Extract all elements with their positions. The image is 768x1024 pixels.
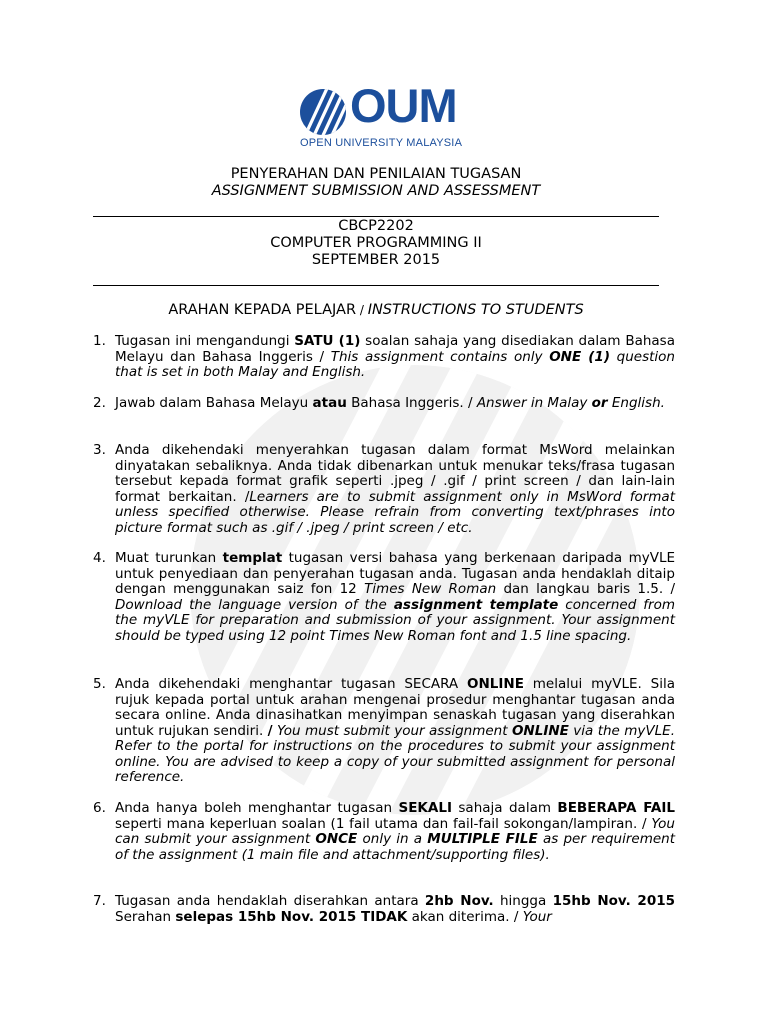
item-text — [115, 443, 675, 536]
item-text — [115, 551, 675, 644]
text-run: You must submit your assignment — [272, 722, 512, 739]
heading-english: INSTRUCTIONS TO STUDENTS — [367, 302, 584, 318]
instruction-item-2 — [93, 396, 675, 412]
text-run: SEKALI — [398, 800, 452, 816]
text-run: Bahasa Inggeris. / — [346, 395, 477, 411]
course-name: COMPUTER PROGRAMMING II — [270, 235, 482, 251]
text-run: 2hb Nov. — [424, 893, 494, 909]
instruction-item-4 — [93, 551, 675, 644]
instruction-item-1 — [93, 334, 675, 381]
item-number: 5. — [93, 676, 106, 692]
heading-malay: ARAHAN KEPADA PELAJAR — [168, 302, 357, 318]
text-run: akan diterima. / — [407, 908, 523, 925]
text-run: seperti mana keperluan soalan (1 fail utama dan fail-fail sokongan/lampiran. / — [115, 815, 652, 832]
text-run: melalui myVLE. Sila rujuk kepada portal untuk arahan mengenai prosedur menghantar tugasan anda secara online. Anda dinasihatkan menyimpan senaskah tugasan yang diserahkan untuk rujukan sendiri. — [115, 676, 675, 739]
text-run: dan langkau baris 1.5. / — [496, 581, 675, 597]
item-number: 4. — [93, 550, 106, 566]
semester: SEPTEMBER 2015 — [311, 252, 441, 268]
text-run: This assignment contains only — [330, 348, 550, 365]
item-text — [115, 334, 675, 381]
text-run: Tugasan ini mengandungi — [115, 333, 295, 349]
text-run: Your — [522, 908, 552, 925]
text-run: Anda dikehendaki menyerahkan tugasan dalam format MsWord melainkan dinyatakan sebaliknya. Anda tidak dibenarkan untuk menukar teks/frasa tugasan tersebut kepada format grafik seperti .jpeg / .gif / print screen / dan lain-lain format berkaitan. / — [115, 442, 675, 505]
text-run: Answer in Malay — [476, 395, 592, 411]
text-run: ONE (1) — [549, 348, 610, 365]
text-run: SATU (1) — [294, 333, 361, 349]
text-run: Muat turunkan — [115, 550, 223, 566]
text-run: 15hb Nov. 2015 — [552, 893, 675, 909]
item-number: 3. — [93, 442, 106, 458]
oum-globe-icon — [299, 88, 347, 136]
text-run: selepas 15hb Nov. 2015 TIDAK — [175, 908, 408, 925]
text-run: Anda hanya boleh menghantar tugasan — [115, 800, 399, 816]
text-run: or — [591, 395, 608, 411]
divider-bottom — [93, 285, 659, 286]
item-number: 7. — [93, 893, 106, 909]
item-text — [115, 801, 675, 863]
heading-separator: / — [356, 303, 368, 317]
divider-top — [93, 216, 659, 217]
item-number: 6. — [93, 800, 106, 816]
instruction-item-6 — [93, 801, 675, 863]
text-run: via the myVLE. Refer to the portal for instructions on the procedures to submit your assignment online. You are advised to keep a copy of your submitted assignment for personal reference. — [115, 722, 675, 785]
text-run: sahaja dalam — [451, 800, 558, 816]
text-run: ONLINE — [511, 722, 569, 739]
title-malay: PENYERAHAN DAN PENILAIAN TUGASAN — [230, 166, 522, 182]
item-text — [115, 894, 675, 925]
logo-subtitle: OPEN UNIVERSITY MALAYSIA — [300, 137, 463, 149]
text-run: Tugasan anda hendaklah diserahkan antara — [115, 893, 425, 909]
item-text — [115, 396, 675, 412]
item-number: 1. — [93, 333, 106, 349]
text-run: Anda dikehendaki menghantar tugasan SECARA — [115, 676, 467, 692]
text-run: ONLINE — [467, 676, 524, 692]
text-run: assignment template — [393, 596, 559, 613]
instruction-item-5 — [93, 677, 675, 786]
text-run: question that is set in both Malay and English. — [115, 348, 675, 380]
title-english: ASSIGNMENT SUBMISSION AND ASSESSMENT — [211, 183, 541, 199]
course-code: CBCP2202 — [338, 218, 414, 234]
instruction-item-3 — [93, 443, 675, 536]
text-run: Times New Roman — [364, 581, 497, 597]
instruction-item-7 — [93, 894, 675, 925]
text-run: Serahan — [115, 908, 176, 925]
text-run: templat — [222, 550, 283, 566]
text-run: hingga — [493, 893, 553, 909]
text-run: Learners are to submit assignment only in MsWord format unless specified otherwise. Please refrain from converting text/phrases into picture format such as .gif / .jpeg / print screen / etc. — [115, 488, 675, 536]
text-run: ONCE — [315, 831, 358, 847]
text-run: MULTIPLE FILE — [427, 831, 538, 847]
text-run: concerned from the myVLE for preparation and submission of your assignment. Your assignment should be typed using 12 point Times New Roman font and 1.5 line spacing. — [115, 596, 675, 644]
text-run: Download the language version of the — [115, 596, 394, 613]
logo-wordmark: OUM — [350, 79, 457, 132]
text-run: You can submit your assignment — [115, 815, 675, 847]
text-run: Jawab dalam Bahasa Melayu — [115, 395, 313, 411]
text-run: English. — [607, 395, 665, 411]
text-run: as per requirement of the assignment (1 main file and attachment/supporting files). — [115, 831, 676, 863]
text-run: soalan sahaja yang disediakan dalam Bahasa Melayu dan Bahasa Inggeris / — [115, 333, 675, 365]
text-run: / — [267, 722, 273, 739]
instructions-heading — [93, 302, 659, 319]
text-run: tugasan versi bahasa yang berkenaan daripada myVLE untuk penyediaan dan penyerahan tugasan anda. Tugasan anda hendaklah ditaip dengan menggunakan saiz fon 12 — [115, 550, 675, 597]
item-number: 2. — [93, 395, 106, 411]
item-text — [115, 677, 675, 786]
text-run: only in a — [357, 831, 428, 847]
text-run: BEBERAPA FAIL — [557, 800, 675, 816]
text-run: atau — [312, 395, 347, 411]
